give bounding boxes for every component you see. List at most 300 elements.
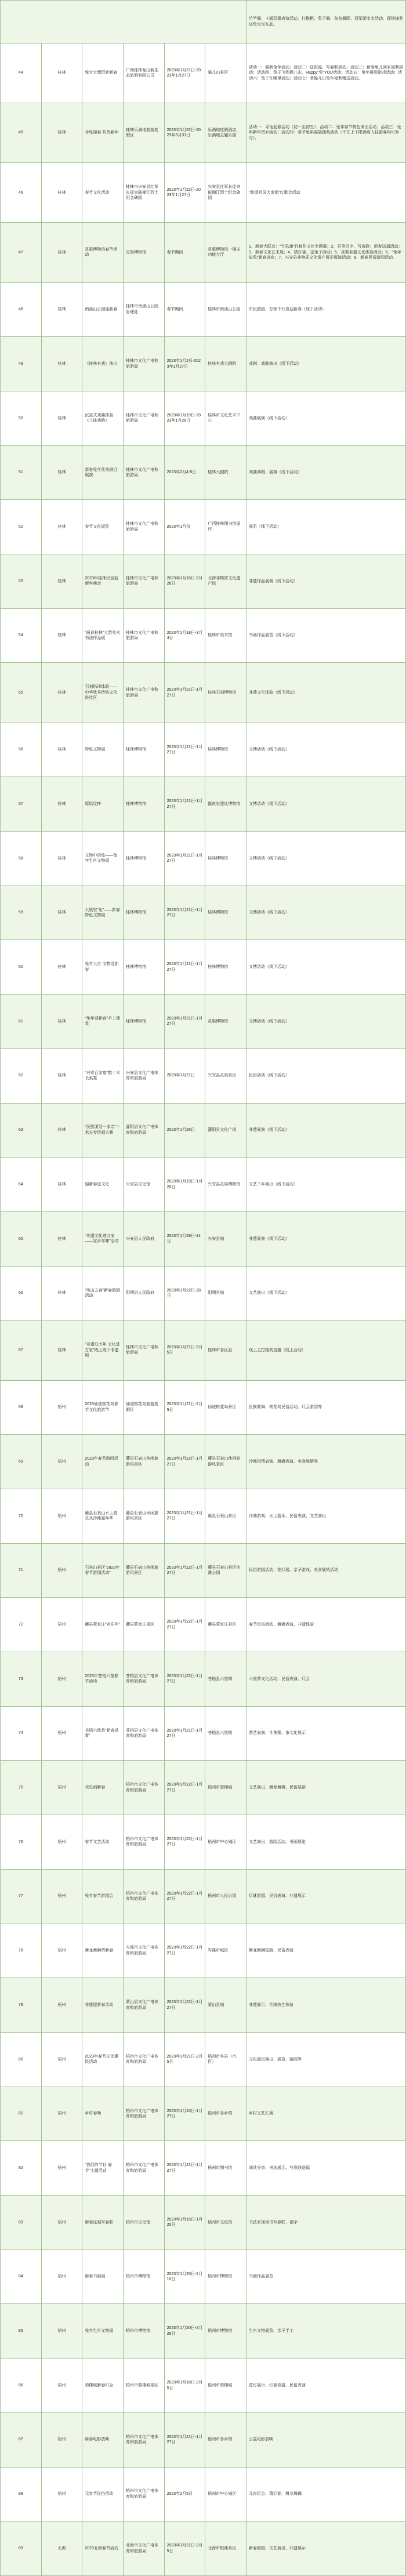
- table-row: [1, 608, 406, 663]
- row-place: 北海市银滩景区: [205, 2521, 246, 2576]
- row-city: 梧州: [41, 1489, 82, 1543]
- row-content: 市民游园、万家千灯喜迎新春（线下活动）: [246, 282, 406, 337]
- row-city: 梧州: [41, 1652, 82, 1707]
- row-content: 文艺演出（线下活动）: [246, 1266, 406, 1320]
- row-place: 梧州市图书馆: [205, 2141, 246, 2196]
- row-city: 桂林: [41, 43, 82, 103]
- row-content: 公益电影放映: [246, 2412, 406, 2467]
- row-city: 梧州: [41, 1598, 82, 1652]
- row-title: 2023仙迹桃花岛春节文化旅游节: [82, 1380, 124, 1435]
- row-content: 民族歌舞、桃花岛民俗活动、灯会游园等: [246, 1380, 406, 1435]
- row-city: 桂林: [41, 1103, 82, 1158]
- row-time: 2023年1月22日-1月27日: [164, 1435, 205, 1489]
- row-title: 乡村春晚: [82, 2087, 124, 2141]
- row-time: 2023年2月5日: [164, 2467, 205, 2521]
- row-organizer: 桂林博物馆: [123, 995, 164, 1049]
- row-city: 梧州: [41, 1543, 82, 1598]
- row-title: 特色文物展: [82, 723, 124, 777]
- row-time: 2023年1月19日-2023年1月28日: [164, 391, 205, 445]
- row-place: 桂林博物馆: [205, 832, 246, 886]
- row-title: 春节文化活动: [82, 163, 124, 223]
- row-title: 石表山景区“2023年春节游园活动”: [82, 1543, 124, 1598]
- table-row: [1, 1924, 406, 1978]
- row-content: 文博活动（线下活动）: [246, 832, 406, 886]
- row-number: 48: [1, 282, 42, 337]
- row-title: 2023年春节文化惠民活动: [82, 2032, 124, 2087]
- row-number: 76: [1, 1815, 42, 1870]
- row-organizer: 兴安县文化广电体育和旅游局: [123, 1048, 164, 1103]
- row-content: 书画作品展览（线下活动）: [246, 608, 406, 663]
- row-title: “画说桂林”大型美术书法作品展: [82, 608, 124, 663]
- row-content: 灯谜游园、民俗表演、非遗展示: [246, 1869, 406, 1924]
- row-place: 藤县蒙家庄景区: [205, 1598, 246, 1652]
- row-city: 梧州: [41, 1706, 82, 1761]
- row-organizer: 桂林博物馆: [123, 940, 164, 995]
- row-title: 2023年苍梧六堡春节活动: [82, 1652, 124, 1707]
- row-time: 2023年1月22日-28日: [164, 1266, 205, 1320]
- row-time: 春节期间: [164, 223, 205, 282]
- table-row: [1, 1652, 406, 1707]
- row-title: 元宵节民俗活动: [82, 2467, 124, 2521]
- row-number: 71: [1, 1543, 42, 1598]
- row-place: 桂林博物馆: [205, 940, 246, 995]
- row-number: 67: [1, 1320, 42, 1380]
- row-time: 2023年1月16日-2月28日: [164, 554, 205, 609]
- table-row: [1, 2467, 406, 2521]
- row-number: 59: [1, 886, 42, 940]
- row-city: 桂林: [41, 391, 82, 445]
- table-row: [1, 2196, 406, 2250]
- row-title: 藤县石表山水上游乐及沙滩嘉年华: [82, 1489, 124, 1543]
- row-number: 66: [1, 1266, 42, 1320]
- row-place: 广西桂林图书馆展厅: [205, 500, 246, 554]
- row-content: 阅读分享、书法展示、写春联送福: [246, 2141, 406, 2196]
- row-organizer: 桂林市文化广电和旅游局: [123, 445, 164, 500]
- row-time: 2023年1月2日-2023年1月27日: [164, 337, 205, 391]
- row-number: 47: [1, 223, 42, 282]
- row-title: 灵渠博物馆春节活动: [82, 223, 124, 282]
- row-place: 桂林市美术馆: [205, 608, 246, 663]
- row-place: 藤县石表山景区: [205, 1489, 246, 1543]
- row-number: 81: [1, 2087, 42, 2141]
- row-time: 2023年1月21日-2月5日: [164, 1320, 205, 1380]
- row-number: 62: [1, 1048, 42, 1103]
- table-row: [1, 1158, 406, 1212]
- table-row: [1, 1869, 406, 1924]
- table-row: [1, 2141, 406, 2196]
- row-content: 六堡茶文化活动、民俗表演、灯会: [246, 1652, 406, 1707]
- row-content: 元宵灯会、猜灯谜、舞龙舞狮: [246, 2467, 406, 2521]
- row-title: 2023年桂林民俗迎新年晚会: [82, 554, 124, 609]
- row-city: 桂林: [41, 337, 82, 391]
- table-row: [1, 1706, 406, 1761]
- table-row: [1, 886, 406, 940]
- row-number: 73: [1, 1652, 42, 1707]
- row-title: 苍梧六堡茶“新春茶事”: [82, 1706, 124, 1761]
- row-number: 44: [1, 43, 42, 103]
- row-city: 梧州: [41, 2250, 82, 2304]
- table-row: [1, 163, 406, 223]
- row-title: “兔年迎新春”手工课堂: [82, 995, 124, 1049]
- row-city: 桂林: [41, 103, 82, 163]
- row-title: 沉浸式戏曲体验《八桂戏韵》: [82, 391, 124, 445]
- table-row: [1, 1543, 406, 1598]
- row-content: 新春游园、文艺演出、非遗展示: [246, 2521, 406, 2576]
- row-time: 2023年1月21日-1月27日: [164, 832, 205, 886]
- row-title: 春节文化展览: [82, 500, 124, 554]
- row-title: 春节文艺活动: [82, 1815, 124, 1870]
- row-place: 苍梧县六堡镇: [205, 1706, 246, 1761]
- row-city: 桂林: [41, 663, 82, 723]
- row-organizer: 桂林市南溪山公园管理处: [123, 282, 164, 337]
- row-content: 书法家现场书写春联、福字: [246, 2196, 406, 2250]
- row-organizer: 梧州市文化广电体育和旅游局: [123, 2087, 164, 2141]
- row-title: 欢乐闹新春: [82, 1761, 124, 1815]
- row-place: 梧州市博物馆: [205, 2250, 246, 2304]
- row-content: 书画作品展览: [246, 2250, 406, 2304]
- table-row: [1, 940, 406, 995]
- row-city: 桂林: [41, 554, 82, 609]
- row-title: “兴安百家宴”暨十米长桌宴: [82, 1048, 124, 1103]
- row-number: 65: [1, 1211, 42, 1266]
- row-content: 文化惠民演出、展览、游园等: [246, 2032, 406, 2087]
- row-content: 非遗展示、传统技艺体验: [246, 1978, 406, 2033]
- row-organizer: 梧州市骑楼城景区: [123, 2359, 164, 2413]
- row-place: 梧州市文化馆: [205, 2196, 246, 2250]
- row-title: 迎新春送文化: [82, 1158, 124, 1212]
- row-time: 2023年1月22日-1月27日: [164, 1978, 205, 2033]
- row-place: 乐满地度假酒店、乐满地主题乐园: [205, 103, 246, 163]
- row-time: 2023年1月21日-1月27日: [164, 886, 205, 940]
- row-organizer: 藤县蒙家庄景区: [123, 1598, 164, 1652]
- row-number: 57: [1, 777, 42, 832]
- table-row: [1, 1320, 406, 1380]
- row-time: 2023年1月22日-1月27日: [164, 1869, 205, 1924]
- table-row: [1, 500, 406, 554]
- table-row: [1, 445, 406, 500]
- row-organizer: 灌阳县文化广电体育和旅游局: [123, 1103, 164, 1158]
- row-title: 《桂林有戏》演出: [82, 337, 124, 391]
- row-organizer: 苍梧县文化广电体育和旅游局: [123, 1652, 164, 1707]
- row-city: 桂林: [41, 886, 82, 940]
- row-place: 桂林市文化艺术中心: [205, 391, 246, 445]
- table-row: [1, 1380, 406, 1435]
- row-number: 77: [1, 1869, 42, 1924]
- row-title: 原始纹样: [82, 777, 124, 832]
- row-content: 文艺演出、舞龙舞狮、民俗巡游: [246, 1761, 406, 1815]
- row-place: 桂林有戏大剧院: [205, 337, 246, 391]
- row-organizer: 阳朔县人民政府: [123, 1266, 164, 1320]
- table-row: [1, 2412, 406, 2467]
- table-row: [1, 1211, 406, 1266]
- table-row: [1, 337, 406, 391]
- row-place: 梧州市人民公园: [205, 1869, 246, 1924]
- row-content: 活动一：迎新兔年活动；活动二：送祝福、写春联活动；活动三：新春兔儿回家福利活动；活动四：兔子飞到猫儿山，Happy“兔”YOU活动；活动五：兔年拼图游戏活动；活动六：兔子在哪里活动；活动七：老猫儿山兔年福利赠送活动。: [246, 43, 406, 103]
- row-organizer: 兴安县文化馆: [123, 1158, 164, 1212]
- row-number: 58: [1, 832, 42, 886]
- row-content: 戏曲演唱、展演（线下活动）: [246, 445, 406, 500]
- row-number: 54: [1, 608, 42, 663]
- row-title: “民族团结一家亲”十米长卷绘画大赛: [82, 1103, 124, 1158]
- row-time: 2023年1月19日-1月20日: [164, 1158, 205, 1212]
- table-row: [1, 1598, 406, 1652]
- table-row: [1, 2304, 406, 2359]
- row-organizer: 岑溪市文化广电体育和旅游局: [123, 1924, 164, 1978]
- row-city: 梧州: [41, 1761, 82, 1815]
- table-row: [1, 2359, 406, 2413]
- row-title: 新春兔年优秀剧目展演: [82, 445, 124, 500]
- row-time: 2023年1月21日-2月5日: [164, 2032, 205, 2087]
- row-title: 2023北海春节活动: [82, 2521, 124, 2576]
- row-time: 2023年1月21日-1月27日: [164, 2141, 205, 2196]
- row-place: 兴安县红军长征突破湘江烈士纪念碑园: [205, 163, 246, 223]
- row-city: 梧州: [41, 1380, 82, 1435]
- table-row: [1, 1978, 406, 2033]
- row-time: 2023年1月21日-1月27日: [164, 2412, 205, 2467]
- table-row: [1, 2521, 406, 2576]
- row-organizer: 梧州市文化广电体育和旅游局: [123, 2467, 164, 2521]
- row-place: 桂林石刻博物馆: [205, 663, 246, 723]
- row-content: 沙滩风情表演、舞狮表演、美食展销等: [246, 1435, 406, 1489]
- row-place: 梧州市骑楼城: [205, 2359, 246, 2413]
- row-organizer: 兴安县人民政府: [123, 1211, 164, 1266]
- row-content: 沙滩游戏、水上游乐、民俗表演、文艺演出: [246, 1489, 406, 1543]
- row-place: 仙迹桃花岛景区: [205, 1380, 246, 1435]
- row-organizer: 蒙山县文化广电体育和旅游局: [123, 1978, 164, 2033]
- row-content: 线上主打抽奖直播（线上活动）: [246, 1320, 406, 1380]
- row-title: 2023年春节游园活动: [82, 1435, 124, 1489]
- row-place: 梧州市博物馆: [205, 2304, 246, 2359]
- row-number: 78: [1, 1924, 42, 1978]
- continuation-spacer: [1, 1, 246, 43]
- row-title: “非遗文化进万家——家乡年味”活动: [82, 1211, 124, 1266]
- row-title: 石刻拓印体验——中华优秀传统文化进社区: [82, 663, 124, 723]
- row-time: 2023年1月29日-31日: [164, 1211, 205, 1266]
- row-time: 2023年1月20日-2月10日: [164, 2250, 205, 2304]
- row-time: 2023年1月21日-2023年1月27日: [164, 43, 205, 103]
- row-content: 戏剧、戏曲演出（线下活动）: [246, 337, 406, 391]
- row-place: 梧州市中心城区: [205, 1815, 246, 1870]
- row-number: 79: [1, 1978, 42, 2033]
- row-number: 75: [1, 1761, 42, 1815]
- row-city: 梧州: [41, 2412, 82, 2467]
- row-place: 灌阳县文化广场: [205, 1103, 246, 1158]
- row-city: 梧州: [41, 1978, 82, 2033]
- row-city: 梧州: [41, 1869, 82, 1924]
- row-number: 50: [1, 391, 42, 445]
- row-title: 兔宝宝想玩转新春: [82, 43, 124, 103]
- row-number: 84: [1, 2250, 42, 2304]
- row-content: 文博活动（线下活动）: [246, 940, 406, 995]
- table-row: [1, 2032, 406, 2087]
- row-time: 2023年1月21日-2月5日: [164, 1380, 205, 1435]
- row-title: 兔年大吉·文物迎新春: [82, 940, 124, 995]
- row-content: 展览（线下活动）: [246, 500, 406, 554]
- row-content: 非遗作品展演（线下活动）: [246, 554, 406, 609]
- row-time: 春节期间: [164, 282, 205, 337]
- row-time: 2023年1月22日-1月27日: [164, 1598, 205, 1652]
- table-row: [1, 1489, 406, 1543]
- row-title: 非遗迎新春活动: [82, 1978, 124, 2033]
- row-place: 灵渠博物馆: [205, 995, 246, 1049]
- row-number: 64: [1, 1158, 42, 1212]
- row-organizer: 桂林市兴安县红军长征突破湘江烈士纪念碑园: [123, 163, 164, 223]
- row-number: 46: [1, 163, 42, 223]
- row-title: 寻兔迎春 共贺新年: [82, 103, 124, 163]
- row-city: 北海: [41, 2521, 82, 2576]
- row-content: 文博活动（线下活动）: [246, 777, 406, 832]
- row-content: 1、新春大联欢：“竹乐魂”竹制作文化专题展；2、开笔习字、写春联：新春送福活动；3、新春文化艺术展；4、猜灯谜、送兔子活动；5、灵渠非遗文化体验活动；6、“兔年说兔”新春讲座；7、兴安县非物质文化遗产展示展演活动；8、新春民俗游园活动。: [246, 223, 406, 282]
- row-organizer: 桂林博物馆: [123, 886, 164, 940]
- table-row: [1, 1103, 406, 1158]
- row-time: 2023年1月18日-2月5日: [164, 2359, 205, 2413]
- row-city: 桂林: [41, 1266, 82, 1320]
- row-title: 新春送福写春联: [82, 2196, 124, 2250]
- table-row: [1, 2087, 406, 2141]
- row-number: 53: [1, 554, 42, 609]
- row-number: 74: [1, 1706, 42, 1761]
- row-time: 2023年1月21日-1月27日: [164, 723, 205, 777]
- row-place: 桂林市各区县: [205, 1320, 246, 1380]
- row-place: 藤县石表山休闲旅游风景区: [205, 1435, 246, 1489]
- row-time: 2023年1月21日-1月27日: [164, 663, 205, 723]
- row-city: 桂林: [41, 723, 82, 777]
- continuation-cell: 竹竿舞、卡通玩偶表演活动，打糍粑、兔子舞、鱼鱼舞蹈、冠军团宝宝活动，现场抽奖送兔宝宝礼品。: [246, 1, 406, 43]
- row-content: 文艺下乡演出（线下活动）: [246, 1158, 406, 1212]
- row-title: “我们的节日·春节”主题活动: [82, 2141, 124, 2196]
- row-place: 阳朔县城: [205, 1266, 246, 1320]
- row-time: 2023年1月22日-1月27日: [164, 1924, 205, 1978]
- row-city: 梧州: [41, 2467, 82, 2521]
- row-place: 灵渠博物馆一楼多功能大厅: [205, 223, 246, 282]
- row-organizer: 桂林市文化广电和旅游局: [123, 337, 164, 391]
- row-place: 蒙山县城: [205, 1978, 246, 2033]
- row-time: 2023年1月21日-1月27日: [164, 777, 205, 832]
- table-row: [1, 663, 406, 723]
- row-city: 桂林: [41, 1158, 82, 1212]
- row-organizer: 北海市文化广电体育和旅游局: [123, 2521, 164, 2576]
- row-content: 茶艺表演、斗茶赛、茶文化展示: [246, 1706, 406, 1761]
- row-city: 桂林: [41, 163, 82, 223]
- row-city: 梧州: [41, 2141, 82, 2196]
- row-place: 梧州市各县（市、区）: [205, 2032, 246, 2087]
- row-time: 2023年1月26日: [164, 1103, 205, 1158]
- table-row: [1, 777, 406, 832]
- row-organizer: 藤县石表山休闲旅游风景区: [123, 1543, 164, 1598]
- row-place: 桂林大剧院: [205, 445, 246, 500]
- row-content: 民俗游园活动、花灯展、亲子游戏、美食展销活动: [246, 1543, 406, 1598]
- row-organizer: 桂林市文化广电和旅游局: [123, 554, 164, 609]
- row-number: 87: [1, 2412, 42, 2467]
- table-row: [1, 391, 406, 445]
- row-number: 86: [1, 2359, 42, 2413]
- continuation-row: [1, 1, 406, 43]
- row-organizer: 梧州市文化馆: [123, 2196, 164, 2250]
- row-number: 69: [1, 1435, 42, 1489]
- row-time: 2023年1月21日-1月27日: [164, 1489, 205, 1543]
- row-content: 文博活动（线下活动）: [246, 723, 406, 777]
- row-number: 51: [1, 445, 42, 500]
- row-organizer: 藤县石表山休闲旅游风景区: [123, 1489, 164, 1543]
- row-time: 2023年1月21日: [164, 1048, 205, 1103]
- row-time: 2023年1月21日-1月27日: [164, 1706, 205, 1761]
- row-content: 春节民俗活动、舞狮表演、非遗体验: [246, 1598, 406, 1652]
- row-organizer: 梧州市文化广电体育和旅游局: [123, 2141, 164, 2196]
- row-title: 文物中的兔——兔年生肖文物展: [82, 832, 124, 886]
- table-row: [1, 832, 406, 886]
- row-place: 桂林市南溪山公园: [205, 282, 246, 337]
- row-number: 63: [1, 1103, 42, 1158]
- table-row: [1, 723, 406, 777]
- row-place: 兴安县灵渠博物馆: [205, 1158, 246, 1212]
- row-place: 梧州市各乡镇: [205, 2087, 246, 2141]
- row-organizer: 梧州市文化广电体育和旅游局: [123, 2032, 164, 2087]
- row-organizer: 灵渠博物馆: [123, 223, 164, 282]
- row-title: 兔年生肖文物展: [82, 2304, 124, 2359]
- row-number: 55: [1, 663, 42, 723]
- row-organizer: 广西桂林龙山新生态旅游有限公司: [123, 43, 164, 103]
- table-row: [1, 1761, 406, 1815]
- row-place: 甑皮岩遗址博物馆: [205, 777, 246, 832]
- row-city: 桂林: [41, 282, 82, 337]
- row-title: “风山之春”新春游园活动: [82, 1266, 124, 1320]
- row-title: 新春电影放映: [82, 2412, 124, 2467]
- row-time: 2023年1月15日-1月20日: [164, 2196, 205, 2250]
- row-number: 61: [1, 995, 42, 1049]
- row-content: 非遗展演（线下活动）: [246, 1103, 406, 1158]
- table-row: [1, 1266, 406, 1320]
- row-place: 岑溪市城区: [205, 1924, 246, 1978]
- row-organizer: 梧州市文化广电体育和旅游局: [123, 2412, 164, 2467]
- table-row: [1, 1435, 406, 1489]
- row-number: 88: [1, 2467, 42, 2521]
- table-row: [1, 995, 406, 1049]
- row-place: 兴安县灵渠景区: [205, 1048, 246, 1103]
- row-organizer: 桂林市文化广电和旅游局: [123, 391, 164, 445]
- row-title: “非遗过大年 文化进万家”线上线下非遗展: [82, 1320, 124, 1380]
- row-number: 83: [1, 2196, 42, 2250]
- row-organizer: 桂林市文化广电和旅游局: [123, 500, 164, 554]
- row-content: 活动一：寻兔迎春活动（初一至初五）；活动二：兔年春节特色演出活动；活动三：兔年新年贺岁活动；活动四：春节兔年福袋抽奖活动（不在上下限酒店入住游客均可参与）。: [246, 103, 406, 163]
- row-title: 兔年春节游园会: [82, 1869, 124, 1924]
- row-city: 梧州: [41, 1815, 82, 1870]
- row-place: 猫儿山景区: [205, 43, 246, 103]
- row-city: 梧州: [41, 1924, 82, 1978]
- table-row: [1, 554, 406, 609]
- row-organizer: 仙迹桃花岛旅游度假区: [123, 1380, 164, 1435]
- row-content: 文博活动（线下活动）: [246, 886, 406, 940]
- row-number: 85: [1, 2304, 42, 2359]
- row-city: 桂林: [41, 832, 82, 886]
- row-city: 梧州: [41, 2032, 82, 2087]
- row-place: 梧州市中心城区: [205, 2467, 246, 2521]
- row-time: 2023年1月份: [164, 500, 205, 554]
- table-row: [1, 223, 406, 282]
- row-number: 68: [1, 1380, 42, 1435]
- row-organizer: 桂林博物馆: [123, 777, 164, 832]
- row-content: 舞龙舞狮巡游、民俗表演: [246, 1924, 406, 1978]
- row-city: 梧州: [41, 2087, 82, 2141]
- table-row: [1, 103, 406, 163]
- row-title: 藤县蒙家庄“欢乐年”: [82, 1598, 124, 1652]
- row-organizer: 梧州市文化广电体育和旅游局: [123, 1869, 164, 1924]
- row-city: 梧州: [41, 1435, 82, 1489]
- row-organizer: 桂林市文化广电和旅游局: [123, 608, 164, 663]
- row-place: 桂林博物馆: [205, 886, 246, 940]
- row-number: 52: [1, 500, 42, 554]
- row-time: 2023年1月21日-1月27日: [164, 940, 205, 995]
- table-row: [1, 43, 406, 103]
